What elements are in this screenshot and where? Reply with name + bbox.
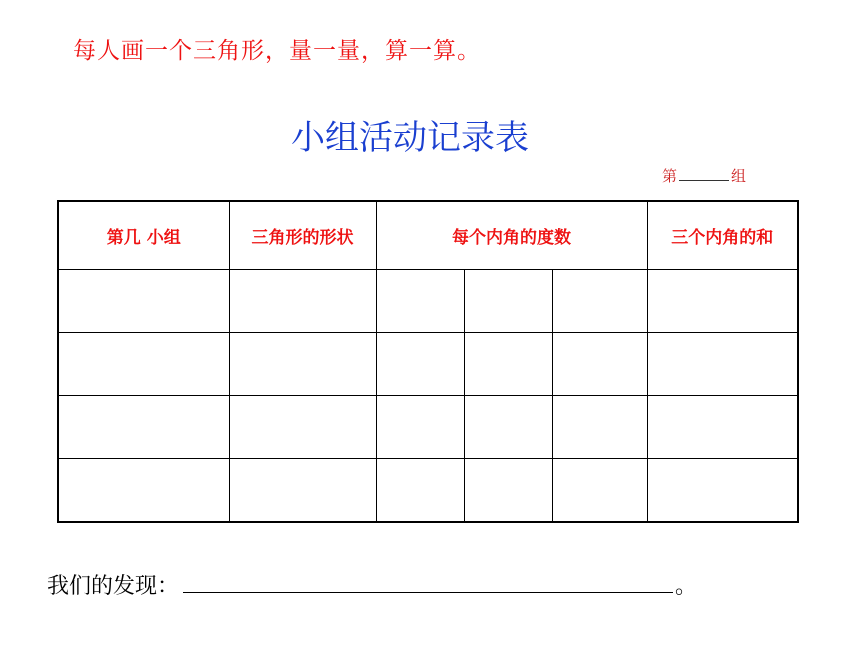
finding-blank-line[interactable] (183, 570, 673, 593)
table-cell[interactable] (464, 459, 552, 523)
table-row (58, 270, 798, 333)
activity-record-table (57, 200, 799, 523)
table-cell[interactable] (58, 333, 229, 396)
instruction-text: 每人画一个三角形，量一量，算一算。 (73, 38, 481, 64)
header-sum: 三个内角的和 (647, 201, 798, 270)
table-cell[interactable] (552, 333, 647, 396)
table-cell[interactable] (58, 459, 229, 523)
finding-label: 我们的发现： (47, 574, 180, 599)
table-cell[interactable] (647, 459, 798, 523)
table-cell[interactable] (376, 270, 464, 333)
table-cell[interactable] (552, 396, 647, 459)
finding-field (47, 569, 697, 600)
table-cell[interactable] (58, 270, 229, 333)
table-cell[interactable] (464, 333, 552, 396)
group-number-suffix: 组 (731, 167, 747, 185)
table-cell[interactable] (376, 333, 464, 396)
table-cell[interactable] (464, 396, 552, 459)
table-cell[interactable] (647, 333, 798, 396)
group-number-blank[interactable] (679, 166, 729, 181)
table-cell[interactable] (552, 270, 647, 333)
table-cell[interactable] (229, 396, 376, 459)
table-cell[interactable] (647, 396, 798, 459)
table-cell[interactable] (552, 459, 647, 523)
group-number-field (662, 165, 746, 186)
finding-end-mark: 。 (675, 574, 698, 599)
page-title: 小组活动记录表 (291, 118, 529, 158)
table-cell[interactable] (229, 270, 376, 333)
header-shape: 三角形的形状 (229, 201, 376, 270)
table-cell[interactable] (58, 396, 229, 459)
group-number-prefix: 第 (662, 167, 678, 185)
table-cell[interactable] (229, 333, 376, 396)
table-cell[interactable] (647, 270, 798, 333)
table-header-row (58, 201, 798, 270)
table-cell[interactable] (376, 396, 464, 459)
table-cell[interactable] (464, 270, 552, 333)
header-group: 第几 小组 (58, 201, 229, 270)
table-row (58, 396, 798, 459)
table-row (58, 459, 798, 523)
table-cell[interactable] (376, 459, 464, 523)
header-angles: 每个内角的度数 (376, 201, 647, 270)
table-cell[interactable] (229, 459, 376, 523)
table-row (58, 333, 798, 396)
